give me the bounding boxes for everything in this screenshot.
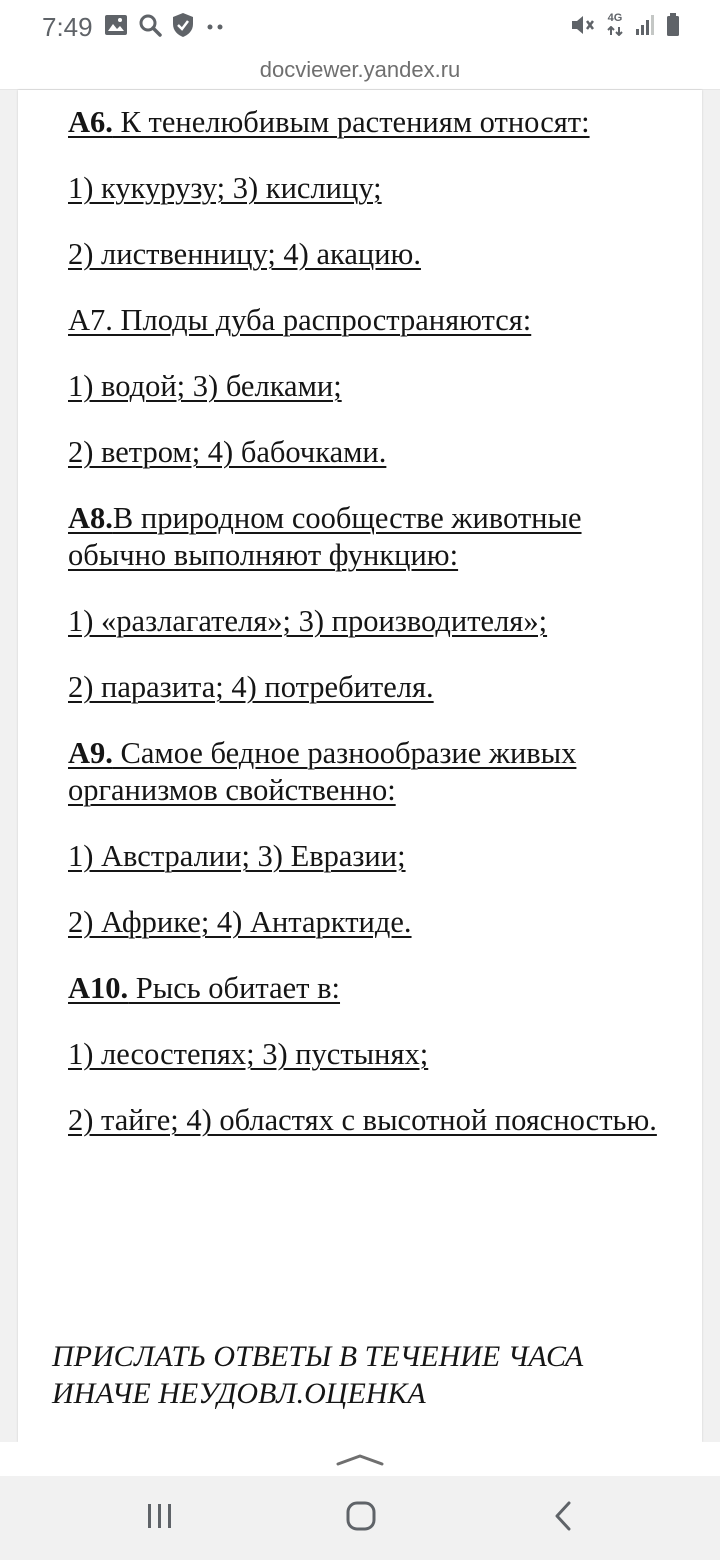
recent-apps-button[interactable] [140, 1498, 180, 1538]
more-dots-icon [204, 18, 228, 36]
question-a6-label: А6. [68, 105, 113, 139]
question-a6-option-1: 1) кукурузу; 3) кислицу; [68, 171, 382, 205]
question-a9-label: А9. [68, 736, 113, 770]
document-page [18, 90, 702, 1442]
question-a8-option-2: 2) паразита; 4) потребителя. [68, 670, 434, 704]
question-a10-text: Рысь обитает в: [128, 971, 341, 1005]
question-a7: А7. Плоды дуба распространяются: [68, 303, 532, 337]
status-time: 7:49 [42, 12, 93, 42]
question-a10 [68, 970, 668, 1007]
status-left-icons [104, 14, 228, 40]
url-text[interactable]: docviewer.yandex.ru [259, 57, 461, 82]
question-a9-text: Самое бедное разнообразие живых организмов свойственно: [68, 736, 577, 807]
url-bar[interactable] [0, 54, 720, 90]
viewer-bottom-panel [0, 1442, 720, 1476]
footer-note-line-1: ПРИСЛАТЬ ОТВЕТЫ В ТЕЧЕНИЕ ЧАСА [52, 1340, 584, 1373]
signal-icon [634, 14, 656, 41]
battery-icon [666, 13, 680, 42]
back-icon [551, 1500, 575, 1537]
navigation-bar [0, 1476, 720, 1560]
question-a10-option-1: 1) лесостепях; 3) пустынях; [68, 1037, 429, 1071]
footer-note [52, 1338, 672, 1412]
document-content [68, 104, 668, 1168]
mute-icon [570, 13, 596, 42]
status-right-icons [570, 14, 680, 40]
network-label: 4G [607, 12, 623, 24]
question-a8-option-1: 1) «разлагателя»; 3) производителя»; [68, 604, 548, 638]
recent-apps-icon [145, 1502, 175, 1535]
question-a6-option-2: 2) лиственницу; 4) акацию. [68, 237, 421, 271]
search-icon [138, 13, 162, 42]
home-button[interactable] [341, 1498, 381, 1538]
question-a8-text: В природном сообществе животные обычно выполняют функцию: [68, 501, 582, 572]
question-a7-option-1: 1) водой; 3) белками; [68, 369, 342, 403]
question-a8-label: А8. [68, 501, 113, 535]
status-bar [0, 0, 720, 54]
shield-icon [172, 12, 194, 43]
question-a10-label: А10. [68, 971, 129, 1005]
question-a7-option-2: 2) ветром; 4) бабочками. [68, 435, 387, 469]
question-a6-text: К тенелюбивым растениям относят: [112, 105, 590, 139]
home-icon [345, 1500, 377, 1537]
footer-note-line-2: ИНАЧЕ НЕУДОВЛ.ОЦЕНКА [52, 1377, 426, 1410]
question-a9-option-2: 2) Африке; 4) Антарктиде. [68, 905, 412, 939]
chevron-up-icon[interactable] [336, 1452, 384, 1473]
question-a9-option-1: 1) Австралии; 3) Евразии; [68, 839, 406, 873]
question-a9 [68, 735, 668, 809]
image-icon [104, 14, 128, 41]
question-a10-option-2: 2) тайге; 4) областях с высотной поясностью. [68, 1103, 657, 1137]
question-a8 [68, 500, 668, 574]
back-button[interactable] [543, 1498, 583, 1538]
network-4g-icon [606, 13, 624, 41]
question-a6 [68, 104, 668, 141]
